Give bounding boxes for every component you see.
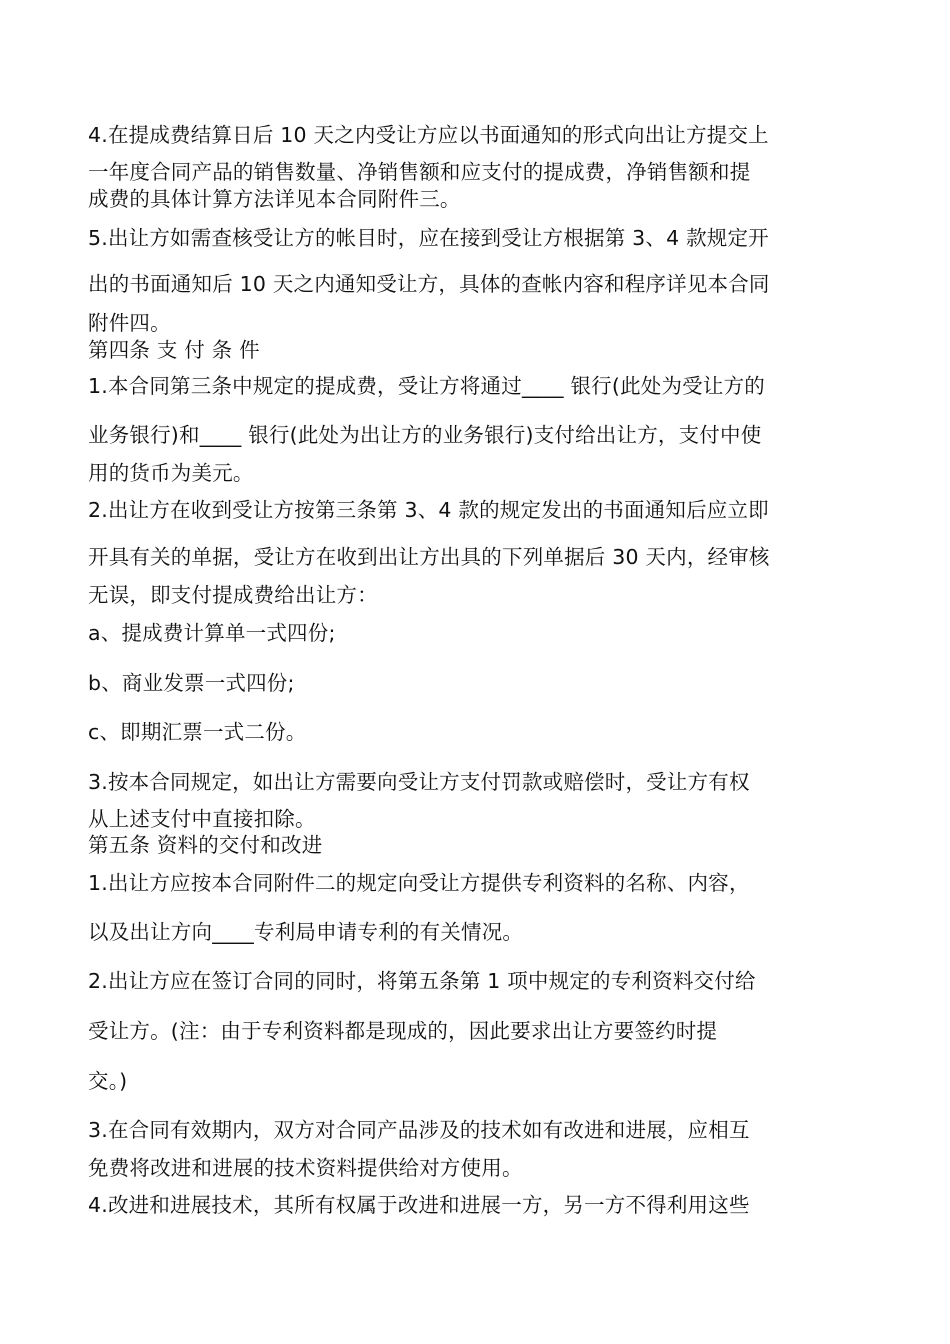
paragraph-line: 4.改进和进展技术，其所有权属于改进和进展一方，另一方不得利用这些 [88, 1193, 750, 1217]
section-heading-4: 第四条 支 付 条 件 [88, 338, 260, 362]
paragraph-line: 3.按本合同规定，如出让方需要向受让方支付罚款或赔偿时，受让方有权 [88, 770, 750, 794]
paragraph-line: 业务银行)和____ 银行(此处为出让方的业务银行)支付给出让方，支付中使 [88, 423, 762, 447]
paragraph-line: 受让方。(注：由于专利资料都是现成的，因此要求出让方要签约时提 [88, 1019, 718, 1043]
paragraph-line: 3.在合同有效期内，双方对合同产品涉及的技术如有改进和进展，应相互 [88, 1118, 750, 1142]
paragraph-line: 以及出让方向____专利局申请专利的有关情况。 [88, 920, 524, 944]
list-item: a、提成费计算单一式四份; [88, 621, 336, 645]
paragraph-line: 出的书面通知后 10 天之内通知受让方，具体的查帐内容和程序详见本合同 [88, 272, 770, 296]
paragraph-line: 附件四。 [88, 311, 171, 335]
paragraph-line: 1.出让方应按本合同附件二的规定向受让方提供专利资料的名称、内容， [88, 871, 750, 895]
paragraph-line: 2.出让方在收到受让方按第三条第 3、4 款的规定发出的书面通知后应立即 [88, 498, 769, 522]
list-item: b、商业发票一式四份; [88, 671, 295, 695]
paragraph-line: 无误，即支付提成费给出让方： [88, 583, 378, 607]
paragraph-line: 1.本合同第三条中规定的提成费，受让方将通过____ 银行(此处为受让方的 [88, 374, 765, 398]
list-item: c、即期汇票一式二份。 [88, 720, 307, 744]
paragraph-line: 用的货币为美元。 [88, 461, 254, 485]
paragraph-line: 5.出让方如需查核受让方的帐目时，应在接到受让方根据第 3、4 款规定开 [88, 226, 769, 250]
paragraph-line: 2.出让方应在签订合同的同时，将第五条第 1 项中规定的专利资料交付给 [88, 969, 756, 993]
section-heading-5: 第五条 资料的交付和改进 [88, 833, 323, 857]
paragraph-line: 成费的具体计算方法详见本合同附件三。 [88, 187, 461, 211]
paragraph-line: 交。) [88, 1069, 128, 1093]
paragraph-line: 从上述支付中直接扣除。 [88, 807, 316, 831]
paragraph-line: 开具有关的单据，受让方在收到出让方出具的下列单据后 30 天内，经审核 [88, 545, 770, 569]
paragraph-line: 一年度合同产品的销售数量、净销售额和应支付的提成费，净销售额和提 [88, 160, 751, 184]
paragraph-line: 免费将改进和进展的技术资料提供给对方使用。 [88, 1156, 523, 1180]
paragraph-line: 4.在提成费结算日后 10 天之内受让方应以书面通知的形式向出让方提交上 [88, 123, 769, 147]
